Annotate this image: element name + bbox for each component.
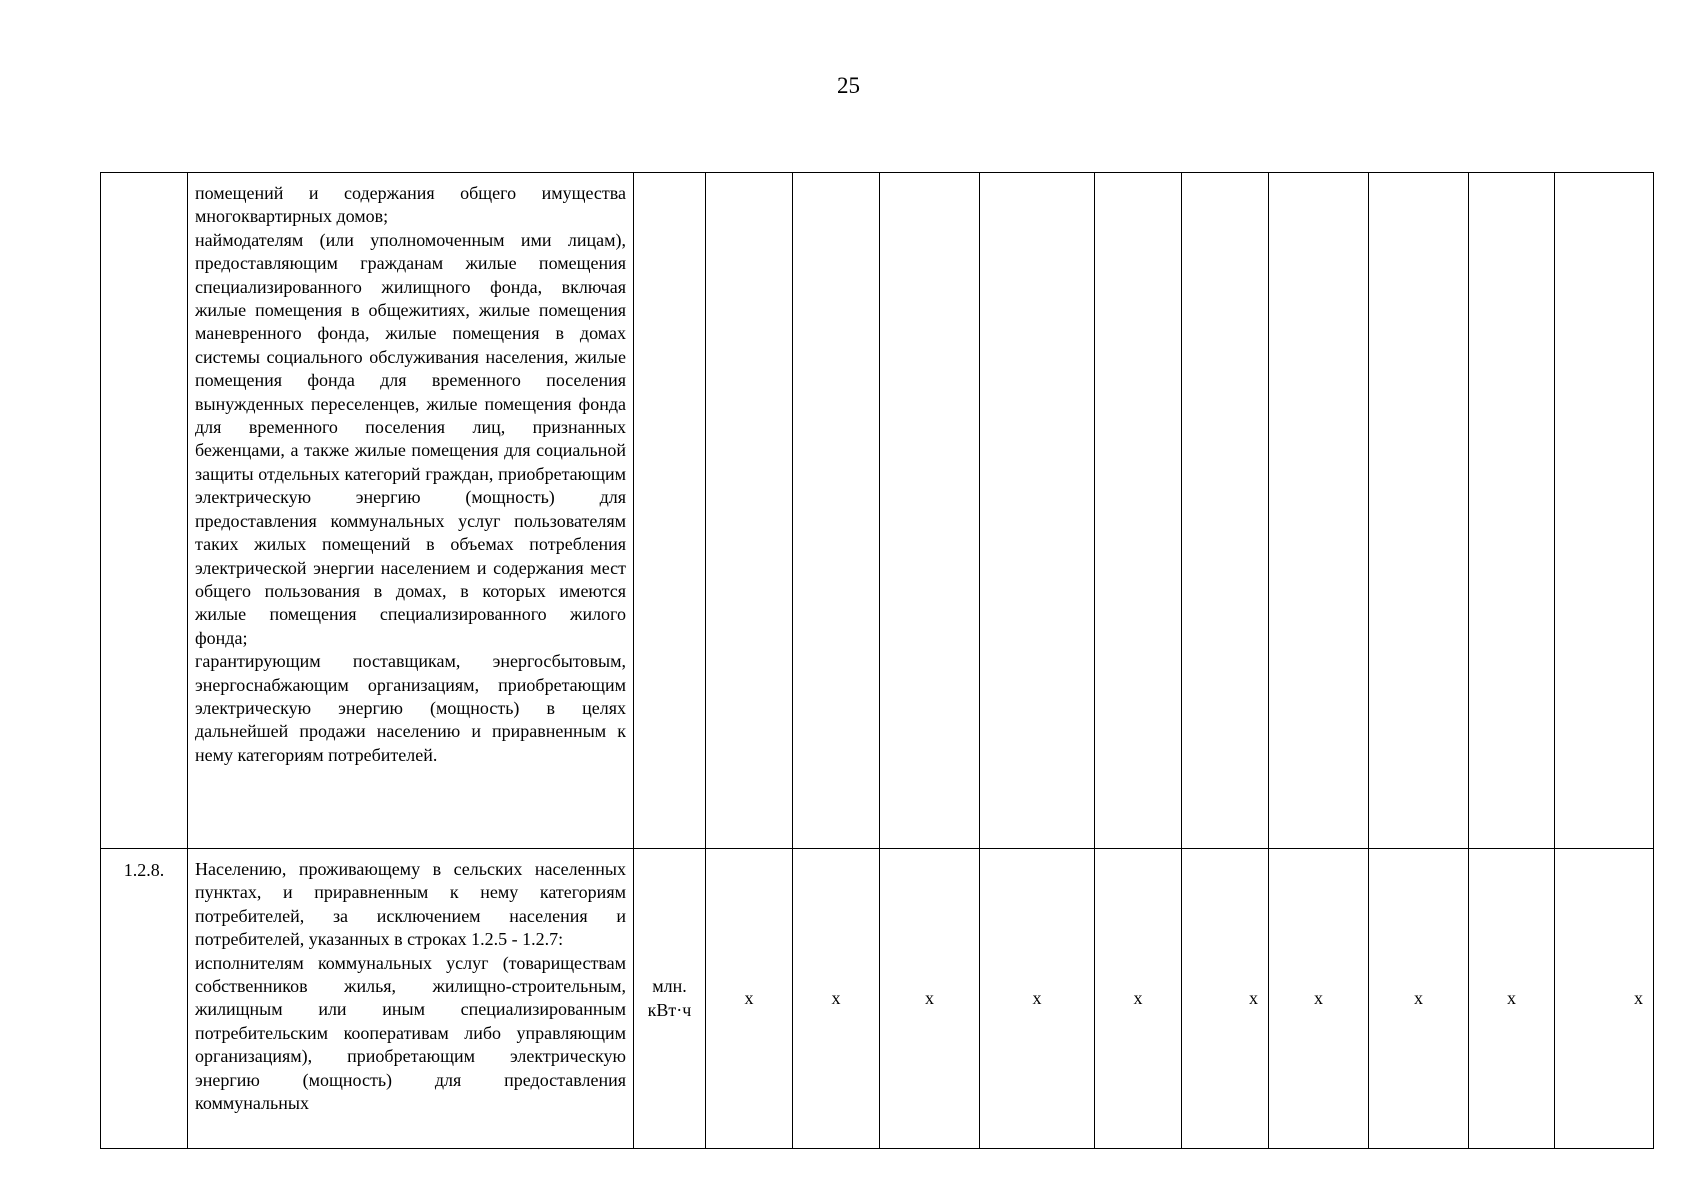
value-cell: х [1555, 849, 1654, 1149]
unit-cell [634, 849, 706, 1149]
data-table [100, 172, 1654, 1149]
description-paragraph: исполнителям коммунальных услуг (товариществам собственников жилья, жилищно-строительным, жилищным или иным специализированным потребительским кооперативам либо управляющим организациям), приобретающим электрическую энергию (мощность) для предоставления коммунальных [195, 952, 626, 1114]
value-cell [1269, 173, 1369, 849]
unit-cell [634, 173, 706, 849]
value-cell: х [793, 849, 880, 1149]
value-cell [706, 173, 793, 849]
value-cell [1555, 173, 1654, 849]
value-cell [1369, 173, 1469, 849]
value-cell: х [1469, 849, 1555, 1149]
description-paragraph: Населению, проживающему в сельских населенных пунктах, и приравненным к нему категориям потребителей, за исключением населения и потребителей, указанных в строках 1.2.5 - 1.2.7: [195, 859, 626, 950]
value-cell: х [1369, 849, 1469, 1149]
row-description-cell [188, 849, 634, 1149]
unit-line: млн. [652, 976, 687, 997]
table-row [101, 173, 1654, 849]
value-cell: х [1095, 849, 1182, 1149]
description-paragraph: гарантирующим поставщикам, энергосбытовым, энергоснабжающим организациям, приобретающим электрическую энергию (мощность) в целях дальнейшей продажи населению и приравненным к нему категориям потребителей. [195, 651, 626, 765]
value-cell: х [880, 849, 980, 1149]
value-cell [880, 173, 980, 849]
description-paragraph: наймодателям (или уполномоченным ими лицам), предоставляющим гражданам жилые помещения специализированного жилищного фонда, включая жилые помещения в общежитиях, жилые помещения маневренного фонда, жилые помещения в домах системы социального обслуживания населения, жилые помещения фонда для временного поселения вынужденных переселенцев, жилые помещения фонда для временного поселения лиц, признанных беженцами, а также жилые помещения для социальной защиты отдельных категорий граждан, приобретающим электрическую энергию (мощность) для предоставления коммунальных услуг пользователям таких жилых помещений в объемах потребления электрической энергии населением и содержания мест общего пользования в домах, в которых имеются жилые помещения специализированного жилого фонда; [195, 229, 626, 648]
value-cell: х [980, 849, 1095, 1149]
value-cell: х [706, 849, 793, 1149]
value-cell [980, 173, 1095, 849]
value-cell [1469, 173, 1555, 849]
unit-line: кВт·ч [647, 999, 692, 1020]
value-cell [1095, 173, 1182, 849]
row-number-cell [101, 173, 188, 849]
page-number: 25 [837, 73, 860, 98]
row-number-cell: 1.2.8. [101, 849, 188, 1149]
value-cell [793, 173, 880, 849]
value-cell [1182, 173, 1269, 849]
value-cell: х [1269, 849, 1369, 1149]
value-cell: х [1182, 849, 1269, 1149]
row-description-cell [188, 173, 634, 849]
description-paragraph: помещений и содержания общего имущества многоквартирных домов; [195, 183, 626, 227]
table-row [101, 849, 1654, 1149]
